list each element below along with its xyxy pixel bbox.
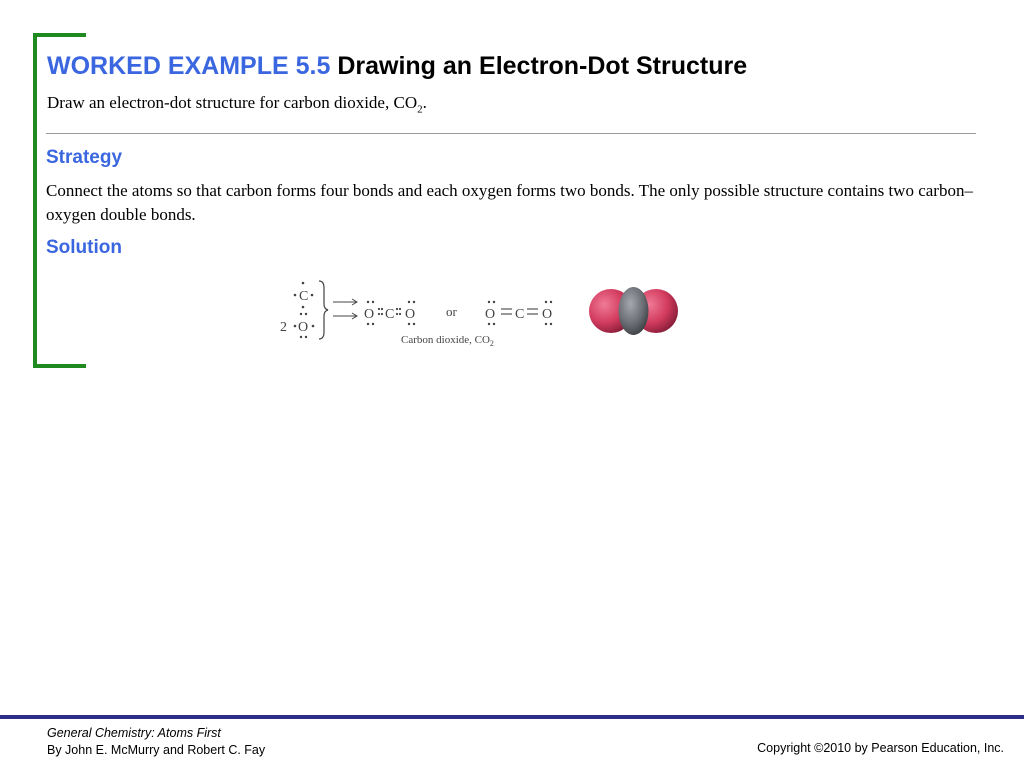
electron-dot [545,323,547,325]
line-oxygen-left: O [485,307,496,322]
electron-dot [381,313,383,315]
electron-dot [378,308,380,310]
strategy-heading: Strategy [46,147,123,168]
worked-example-subtitle: Drawing an Electron-Dot Structure [337,52,748,80]
product-oxygen-right: O [405,307,416,322]
green-bracket-bottom [33,364,86,368]
electron-dot [367,323,369,325]
figure-caption: Carbon dioxide, $CO_2$ [401,334,494,348]
electron-dot [488,301,490,303]
product-oxygen-left: O [364,307,375,322]
electron-dot [311,294,314,297]
electron-dot [396,313,398,315]
electron-dot [381,308,383,310]
electron-dot [294,325,297,328]
electron-dot [408,323,410,325]
electron-dot [378,313,380,315]
electron-dot [300,336,302,338]
footer-copyright: Copyright ©2010 by Pearson Education, Inc. [757,741,1004,755]
electron-dot [545,301,547,303]
strategy-text: Connect the atoms so that carbon forms four bonds and each oxygen forms two bonds. The only possible structure contains two carbon–oxygen double bonds. [46,181,973,224]
electron-dot [302,306,305,309]
electron-dot [396,308,398,310]
electron-dot [300,313,302,315]
or-label: or [446,304,457,319]
electron-dot [413,301,415,303]
electron-dot [493,323,495,325]
section-divider [46,133,976,134]
line-oxygen-right: O [542,307,553,322]
electron-dot [294,294,297,297]
electron-dot [488,323,490,325]
worked-example-label: WORKED EXAMPLE 5.5 [47,52,331,80]
co2-electron-dot-figure [276,278,686,350]
oxygen-symbol: O [298,320,309,335]
solution-heading: Solution [46,237,122,258]
electron-dot [305,313,307,315]
electron-dot [413,323,415,325]
carbon-symbol: C [299,289,309,304]
electron-dot [399,308,401,310]
green-bracket [33,33,37,367]
footer-authors: By John E. McMurry and Robert C. Fay [47,743,266,757]
electron-dot [399,313,401,315]
slide-title [47,50,747,82]
electron-dot [367,301,369,303]
electron-dot [493,301,495,303]
electron-dot [408,301,410,303]
footer-rule [0,715,1024,719]
problem-statement: Draw an electron-dot structure for carbon dioxide, $CO_2$. [47,93,427,116]
electron-dot [550,301,552,303]
electron-dot [305,336,307,338]
electron-dot [302,282,305,285]
electron-dot [372,323,374,325]
green-bracket-top [33,33,86,37]
electron-dot [550,323,552,325]
electron-dot [312,325,315,328]
carbon-sphere [619,287,649,335]
oxygen-coefficient: 2 [280,320,287,335]
footer-book-title: General Chemistry: Atoms First [47,726,221,740]
product-carbon: C [385,307,395,322]
brace [319,281,328,339]
line-carbon: C [515,307,525,322]
electron-dot [372,301,374,303]
